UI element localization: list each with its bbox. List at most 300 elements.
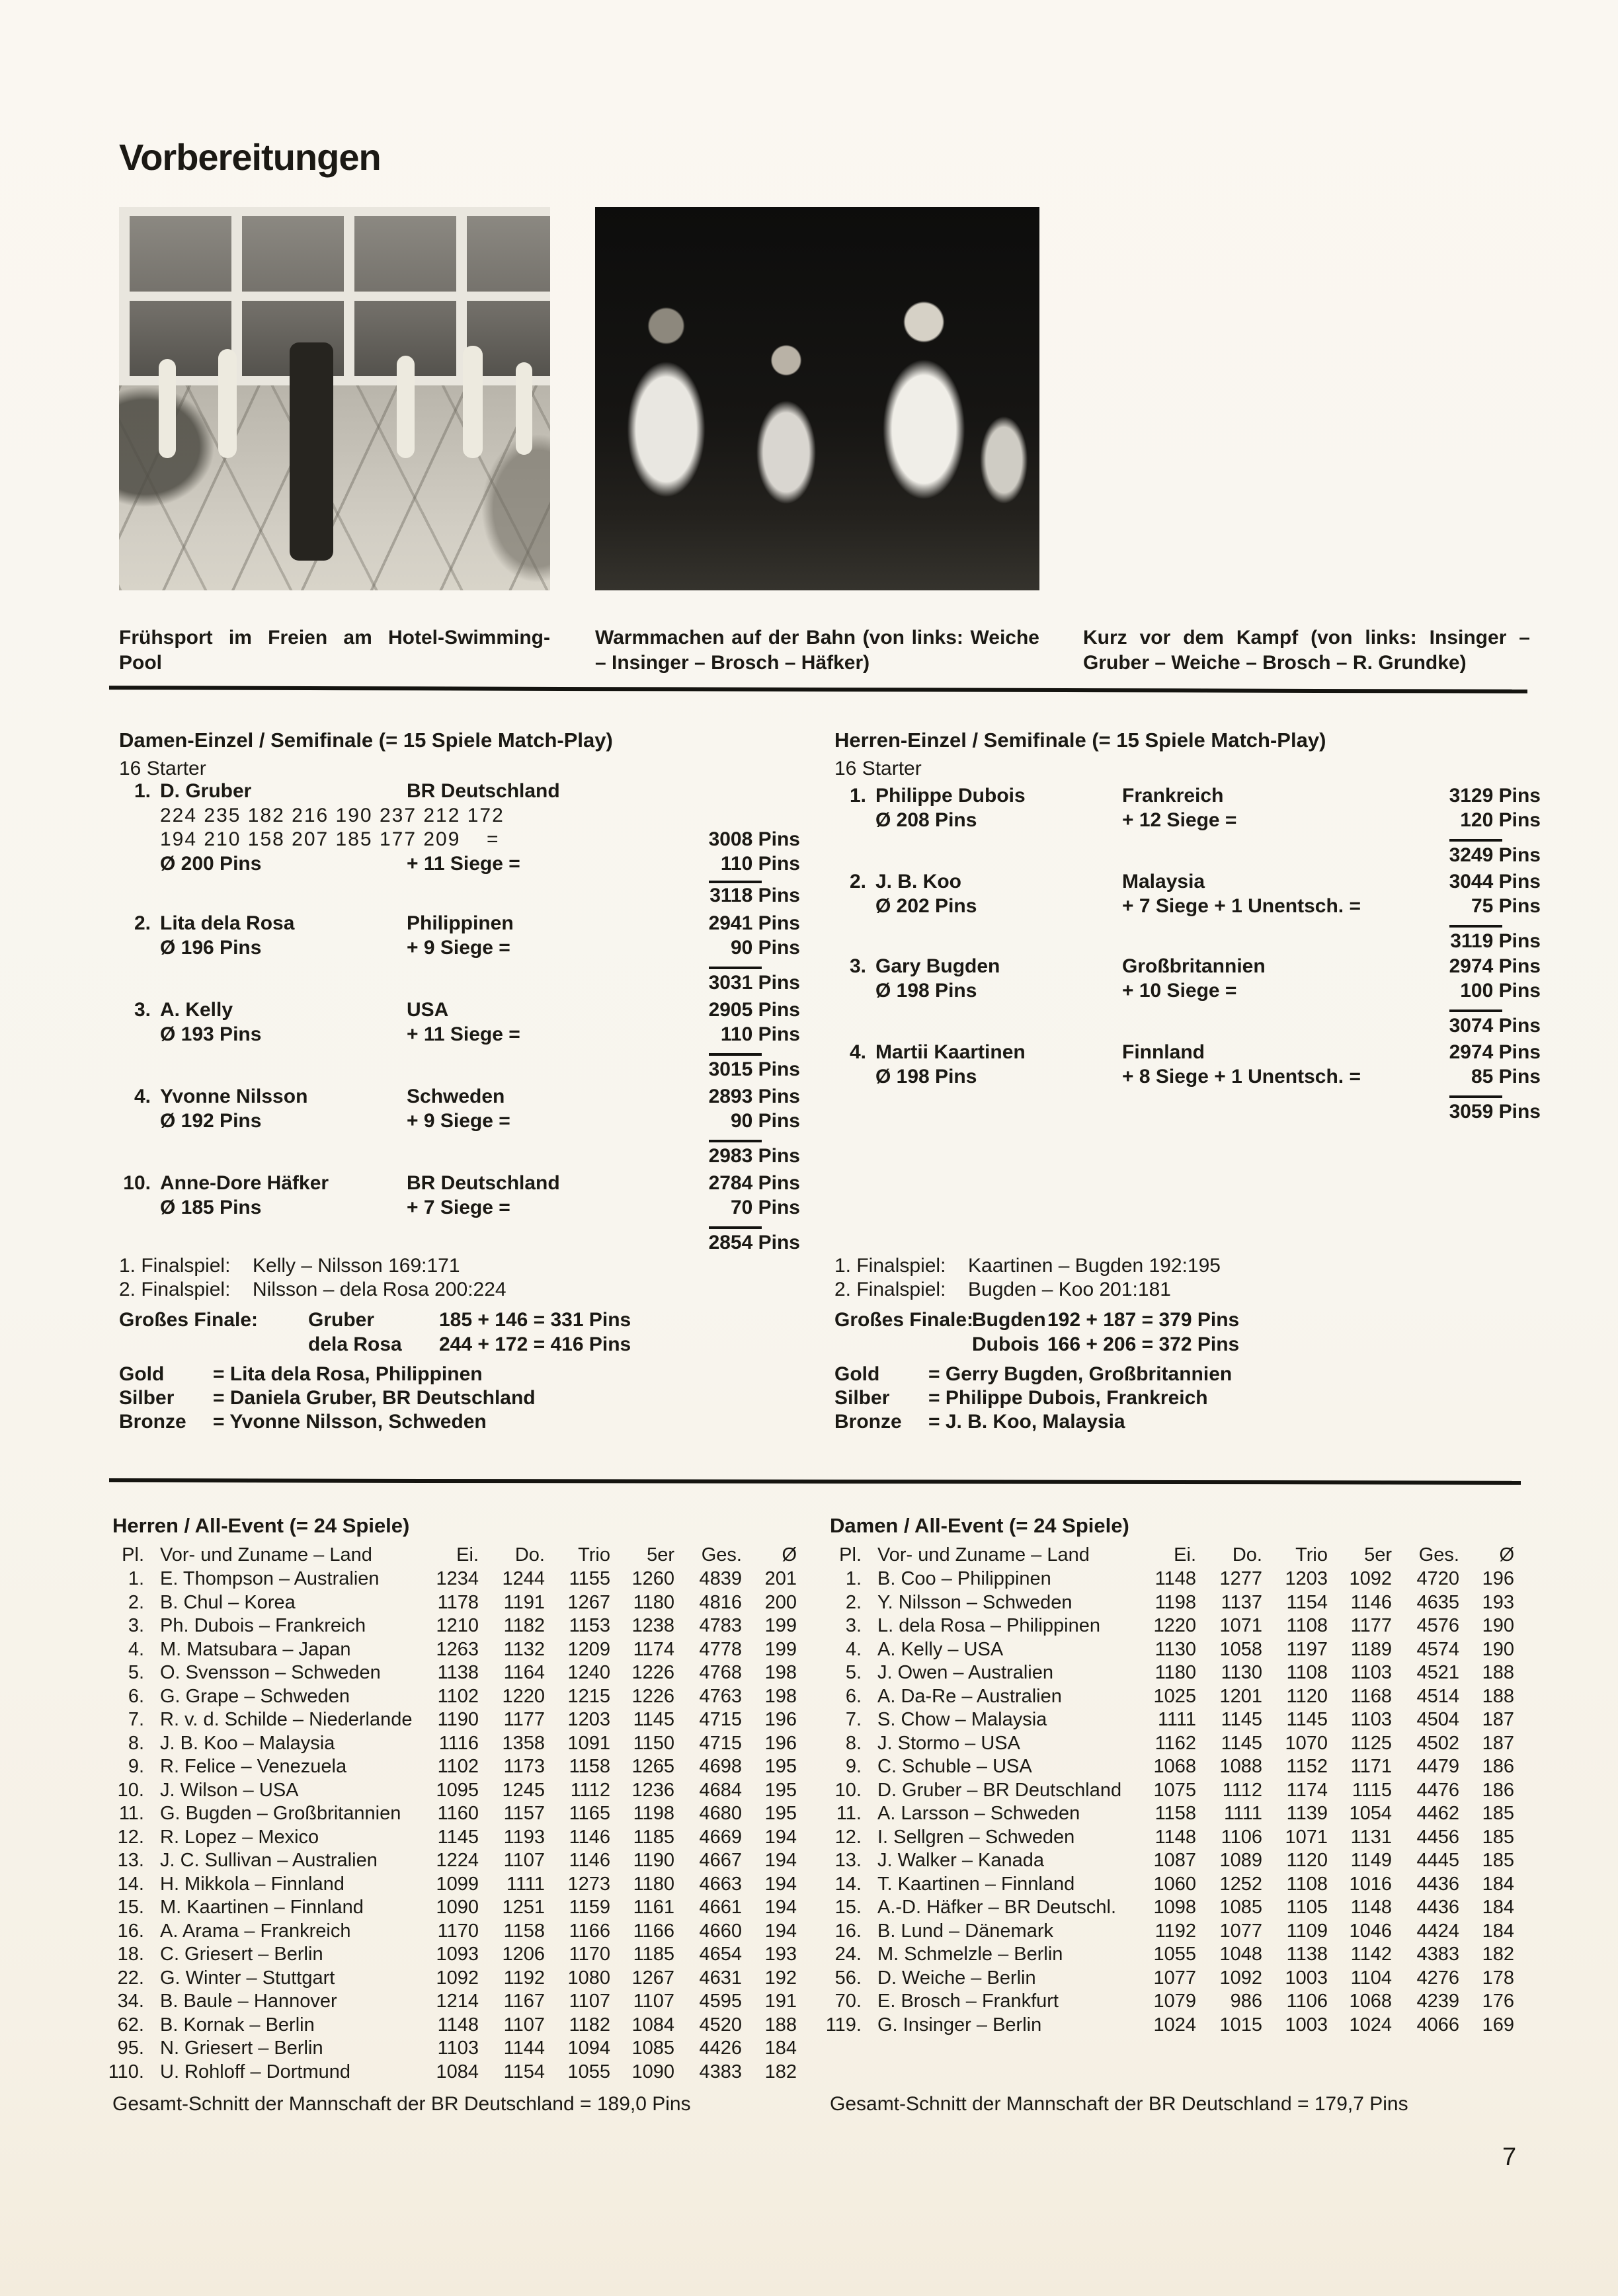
cell-place: 5.	[128, 1662, 144, 1683]
cell-trio: 1203	[1285, 1568, 1328, 1589]
cell-trio: 1120	[1286, 1850, 1328, 1871]
col-header-double: Do.	[1232, 1544, 1262, 1565]
cell-average: 187	[1482, 1732, 1514, 1754]
total-pins: 2983 Pins	[708, 1145, 800, 1167]
cell-team: 1198	[633, 1803, 674, 1824]
sum-underline	[709, 1140, 762, 1142]
cell-name-land: S. Chow – Malaysia	[877, 1709, 1047, 1730]
cell-name-land: A. Kelly – USA	[877, 1638, 1004, 1660]
medal-winner: = Lita dela Rosa, Philippinen	[213, 1363, 483, 1385]
cell-total: 4684	[699, 1779, 742, 1801]
photo-before-match	[1083, 207, 1530, 590]
cell-single: 1148	[1154, 1826, 1196, 1848]
cell-name-land: J. C. Sullivan – Australien	[160, 1850, 378, 1871]
game-scores: 224 235 182 216 190 237 212 172	[160, 805, 505, 826]
cell-single: 1090	[436, 1897, 479, 1918]
col-header-total: Ges.	[1418, 1544, 1459, 1565]
cell-average: 184	[1482, 1873, 1514, 1895]
cell-double: 1015	[1219, 2014, 1262, 2036]
cell-name-land: G. Grape – Schweden	[160, 1685, 350, 1707]
col-header-single: Ei.	[1174, 1544, 1196, 1565]
cell-average: 190	[1482, 1615, 1514, 1636]
cell-place: 3.	[845, 1615, 862, 1636]
cell-name-land: M. Kaartinen – Finnland	[160, 1897, 364, 1918]
cell-average: 169	[1482, 2014, 1514, 2036]
cell-name-land: G. Insinger – Berlin	[877, 2014, 1042, 2036]
semifinal-entry	[834, 957, 1541, 1043]
cell-trio: 1106	[1286, 1991, 1328, 2012]
cell-team: 1265	[631, 1756, 674, 1777]
cell-single: 1068	[1153, 1756, 1196, 1777]
cell-total: 4680	[699, 1803, 742, 1824]
cell-total: 4635	[1416, 1591, 1459, 1613]
athlete-name: Yvonne Nilsson	[160, 1086, 308, 1107]
cell-single: 1190	[437, 1709, 479, 1730]
cell-trio: 1091	[567, 1732, 610, 1754]
table-row	[112, 2016, 800, 2039]
rank: 3.	[134, 999, 151, 1021]
cell-name-land: D. Gruber – BR Deutschland	[877, 1779, 1122, 1801]
table-title: Damen / All-Event (= 24 Spiele)	[830, 1514, 1129, 1537]
cell-place: 7.	[845, 1709, 862, 1730]
cell-average: 196	[764, 1709, 797, 1730]
cell-single: 1102	[437, 1756, 479, 1777]
cell-double: 1182	[503, 1615, 545, 1636]
cell-single: 1138	[437, 1662, 479, 1683]
cell-average: 196	[764, 1732, 797, 1754]
cell-total: 4715	[699, 1709, 742, 1730]
cell-double: 1145	[1221, 1732, 1262, 1754]
cell-place: 9.	[128, 1756, 144, 1777]
cell-trio: 1138	[1286, 1944, 1328, 1965]
section-divider	[109, 686, 1527, 693]
photo-warmup-on-lane	[595, 207, 1039, 590]
table-row	[830, 1945, 1517, 1969]
bonus-pins: 85 Pins	[1471, 1066, 1541, 1088]
cell-double: 1107	[503, 1850, 545, 1871]
final-label: 1. Finalspiel:	[834, 1255, 946, 1277]
country: Philippinen	[407, 912, 514, 934]
country: Finnland	[1122, 1041, 1205, 1063]
cell-team: 1180	[633, 1873, 674, 1895]
cell-team: 1150	[633, 1732, 674, 1754]
cell-place: 14.	[117, 1873, 144, 1895]
cell-single: 1055	[1153, 1944, 1196, 1965]
sum-underline	[709, 967, 762, 969]
average-pins: Ø 193 Pins	[160, 1023, 262, 1045]
cell-total: 4436	[1416, 1897, 1459, 1918]
table-row	[112, 1616, 800, 1640]
cell-double: 1145	[1221, 1709, 1262, 1730]
cell-double: 1154	[503, 2061, 545, 2082]
col-header-single: Ei.	[456, 1544, 479, 1565]
cell-single: 1079	[1153, 1991, 1196, 2012]
cell-trio: 1112	[570, 1779, 610, 1801]
average-pins: Ø 202 Pins	[875, 895, 977, 917]
pins-value: 3129 Pins	[1449, 785, 1541, 807]
table-row	[112, 1593, 800, 1617]
cell-trio: 1070	[1285, 1732, 1328, 1754]
cell-place: 5.	[845, 1662, 862, 1683]
photo-caption: Warmmachen auf der Bahn (von links: Weiche – Insinger – Brosch – Häfker)	[595, 627, 1039, 674]
cell-total: 4445	[1416, 1850, 1459, 1871]
wins-formula: + 9 Siege =	[407, 937, 510, 959]
table-row	[830, 1757, 1517, 1781]
cell-average: 188	[764, 2014, 797, 2036]
photo-morning-exercise	[119, 207, 550, 590]
total-pins: 2854 Pins	[708, 1232, 800, 1253]
cell-name-land: R. v. d. Schilde – Niederlande	[160, 1709, 413, 1730]
cell-place: 119.	[825, 2014, 862, 2036]
cell-trio: 1166	[569, 1920, 610, 1942]
rank: 4.	[849, 1041, 866, 1063]
cell-double: 1111	[1223, 1803, 1262, 1824]
cell-single: 1084	[436, 2061, 479, 2082]
cell-place: 2.	[128, 1591, 144, 1613]
cell-double: 1193	[503, 1826, 545, 1848]
wins-formula: + 8 Siege + 1 Unentsch. =	[1122, 1066, 1361, 1088]
average-pins: Ø 196 Pins	[160, 937, 262, 959]
cell-total: 4576	[1416, 1615, 1459, 1636]
cell-team: 1054	[1349, 1803, 1392, 1824]
final-result: Kaartinen – Bugden 192:195	[968, 1255, 1221, 1277]
cell-trio: 1240	[567, 1662, 610, 1683]
cell-name-land: B. Kornak – Berlin	[160, 2014, 315, 2036]
cell-name-land: J. Owen – Australien	[877, 1662, 1053, 1683]
instructor-figure-graphic	[290, 342, 333, 561]
cell-single: 1214	[436, 1991, 479, 2012]
cell-team: 1115	[1352, 1779, 1392, 1801]
table-row	[830, 1781, 1517, 1805]
cell-name-land: I. Sellgren – Schweden	[877, 1826, 1075, 1848]
cell-total: 4514	[1416, 1685, 1459, 1707]
cell-total: 4720	[1416, 1568, 1459, 1589]
cell-double: 1058	[1219, 1638, 1262, 1660]
table-row	[112, 1851, 800, 1875]
cell-trio: 1071	[1285, 1826, 1328, 1848]
cell-average: 188	[1482, 1662, 1514, 1683]
cell-average: 195	[764, 1779, 797, 1801]
cell-single: 1095	[436, 1779, 479, 1801]
finalist-name: Bugden	[972, 1309, 1046, 1331]
sum-underline	[1449, 925, 1502, 928]
cell-place: 4.	[128, 1638, 144, 1660]
cell-trio: 1109	[1286, 1920, 1328, 1942]
cell-single: 1180	[1154, 1662, 1196, 1683]
cell-double: 1112	[1222, 1779, 1262, 1801]
cell-team: 1024	[1349, 2014, 1392, 2036]
cell-single: 1234	[436, 1568, 479, 1589]
cell-team: 1226	[631, 1685, 674, 1707]
finalist-name: Dubois	[972, 1333, 1039, 1355]
cell-place: 16.	[117, 1920, 144, 1942]
table-row	[112, 1969, 800, 1993]
cell-average: 199	[764, 1638, 797, 1660]
cell-average: 194	[764, 1826, 797, 1848]
cell-team: 1084	[631, 2014, 674, 2036]
page-title: Vorbereitungen	[119, 136, 381, 178]
cell-average: 190	[1482, 1638, 1514, 1660]
semifinal-entry	[119, 1173, 800, 1259]
cell-double: 1077	[1219, 1920, 1262, 1942]
col-header-total: Ges.	[701, 1544, 742, 1565]
cell-place: 110.	[108, 2061, 144, 2082]
cell-trio: 1158	[569, 1756, 610, 1777]
cell-double: 1245	[502, 1779, 545, 1801]
country: USA	[407, 999, 449, 1021]
total-pins: 3031 Pins	[708, 972, 800, 994]
cell-trio: 1003	[1285, 1967, 1328, 1989]
table-row	[112, 1875, 800, 1899]
cell-trio: 1055	[567, 2061, 610, 2082]
rank: 1.	[134, 780, 151, 802]
bonus-pins: 110 Pins	[720, 1023, 800, 1045]
cell-name-land: G. Winter – Stuttgart	[160, 1967, 335, 1989]
cell-double: 1167	[503, 1991, 545, 2012]
cell-name-land: T. Kaartinen – Finnland	[877, 1873, 1075, 1895]
cell-total: 4383	[1416, 1944, 1459, 1965]
pins-value: 3008 Pins	[708, 828, 800, 850]
table-row	[830, 1710, 1517, 1734]
pins-value: 2893 Pins	[708, 1086, 800, 1107]
sum-underline	[1449, 1095, 1502, 1098]
cell-team: 1236	[631, 1779, 674, 1801]
photo-caption: Frühsport im Freien am Hotel-Swimming-Pool	[119, 627, 550, 674]
cell-team: 1090	[631, 2061, 674, 2082]
cell-trio: 1152	[1286, 1756, 1328, 1777]
section-divider	[109, 1478, 1521, 1485]
wins-formula: + 9 Siege =	[407, 1110, 510, 1132]
average-pins: Ø 192 Pins	[160, 1110, 262, 1132]
cell-total: 4669	[699, 1826, 742, 1848]
table-row	[830, 1687, 1517, 1711]
cell-total: 4839	[699, 1568, 742, 1589]
cell-double: 1173	[503, 1756, 545, 1777]
cell-trio: 1154	[1286, 1591, 1328, 1613]
cell-place: 6.	[128, 1685, 144, 1707]
table-row	[112, 1663, 800, 1687]
cell-average: 194	[764, 1873, 797, 1895]
total-pins: 3015 Pins	[708, 1058, 800, 1080]
cell-single: 1102	[437, 1685, 479, 1707]
cell-single: 1148	[437, 2014, 479, 2036]
total-pins: 3118 Pins	[709, 885, 800, 906]
cell-trio: 1215	[567, 1685, 610, 1707]
cell-name-land: A.-D. Häfker – BR Deutschl.	[877, 1897, 1116, 1918]
final-label: 2. Finalspiel:	[834, 1279, 946, 1300]
cell-place: 6.	[845, 1685, 862, 1707]
cell-double: 1137	[1221, 1591, 1262, 1613]
cell-place: 8.	[128, 1732, 144, 1754]
cell-single: 1130	[1154, 1638, 1196, 1660]
cell-single: 1170	[437, 1920, 479, 1942]
cell-total: 4239	[1416, 1991, 1459, 2012]
col-header-team: 5er	[647, 1544, 674, 1565]
cell-double: 1132	[503, 1638, 545, 1660]
cell-single: 1099	[436, 1873, 479, 1895]
cell-team: 1068	[1349, 1991, 1392, 2012]
col-header-place: Pl.	[839, 1544, 862, 1565]
average-pins: Ø 185 Pins	[160, 1197, 262, 1218]
bonus-pins: 100 Pins	[1460, 980, 1541, 1002]
page-number: 7	[1502, 2143, 1517, 2171]
cell-place: 24.	[834, 1944, 862, 1965]
total-pins: 3059 Pins	[1449, 1101, 1541, 1123]
starters-count: 16 Starter	[119, 758, 206, 779]
table-row	[112, 1687, 800, 1711]
col-header-double: Do.	[514, 1544, 545, 1565]
cell-single: 1158	[1154, 1803, 1196, 1824]
cell-average: 198	[764, 1685, 797, 1707]
cell-total: 4667	[699, 1850, 742, 1871]
wins-formula: + 12 Siege =	[1122, 809, 1237, 831]
rank: 4.	[134, 1086, 151, 1107]
section-title: Herren-Einzel / Semifinale (= 15 Spiele Match-Play)	[834, 729, 1326, 752]
final-label: 1. Finalspiel:	[119, 1255, 231, 1277]
cell-single: 1024	[1153, 2014, 1196, 2036]
bonus-pins: 75 Pins	[1471, 895, 1541, 917]
semifinal-entry	[119, 914, 800, 1000]
wins-formula: + 11 Siege =	[407, 1023, 520, 1045]
pins-value: 2905 Pins	[708, 999, 800, 1021]
figure-graphic	[159, 359, 176, 458]
cell-team: 1149	[1350, 1850, 1392, 1871]
cell-place: 2.	[845, 1591, 862, 1613]
medal-label: Gold	[834, 1363, 880, 1385]
finalist-name: dela Rosa	[308, 1333, 402, 1355]
cell-total: 4479	[1416, 1756, 1459, 1777]
building-facade-graphic	[119, 207, 550, 385]
semifinal-entry	[119, 1000, 800, 1086]
cell-place: 11.	[118, 1803, 144, 1824]
cell-name-land: C. Schuble – USA	[877, 1756, 1032, 1777]
cell-double: 1192	[503, 1967, 545, 1989]
medal-winner: = Philippe Dubois, Frankreich	[928, 1387, 1208, 1409]
cell-double: 1111	[506, 1873, 545, 1895]
cell-single: 1111	[1157, 1709, 1196, 1730]
cell-single: 1160	[437, 1803, 479, 1824]
cell-name-land: L. dela Rosa – Philippinen	[877, 1615, 1100, 1636]
cell-single: 1162	[1154, 1732, 1196, 1754]
table-row	[830, 1640, 1517, 1664]
cell-double: 1048	[1219, 1944, 1262, 1965]
cell-team: 1190	[633, 1850, 674, 1871]
cell-total: 4631	[699, 1967, 742, 1989]
cell-double: 1130	[1221, 1662, 1262, 1683]
wins-formula: + 7 Siege =	[407, 1197, 510, 1218]
cell-double: 1157	[503, 1803, 545, 1824]
average-pins: Ø 198 Pins	[875, 980, 977, 1002]
cell-double: 1089	[1219, 1850, 1262, 1871]
cell-single: 1077	[1153, 1967, 1196, 1989]
col-header-trio: Trio	[1295, 1544, 1328, 1565]
cell-place: 13.	[834, 1850, 862, 1871]
cell-name-land: J. Stormo – USA	[877, 1732, 1020, 1754]
table-row	[112, 1781, 800, 1805]
cell-team: 1103	[1350, 1662, 1392, 1683]
athlete-name: Anne-Dore Häfker	[160, 1172, 329, 1194]
table-row	[112, 2039, 800, 2063]
cell-average: 188	[1482, 1685, 1514, 1707]
cell-team: 1177	[1350, 1615, 1392, 1636]
bonus-pins: 70 Pins	[730, 1197, 800, 1218]
bonus-pins: 90 Pins	[730, 937, 800, 959]
table-rows	[108, 1568, 800, 2086]
cell-single: 1075	[1153, 1779, 1196, 1801]
table-row	[830, 1616, 1517, 1640]
table-header	[830, 1546, 1517, 1569]
cell-team: 1016	[1349, 1873, 1392, 1895]
table-row	[825, 2014, 1517, 2039]
cell-name-land: M. Schmelzle – Berlin	[877, 1944, 1063, 1965]
cell-team: 1085	[631, 2038, 674, 2059]
cell-team: 1131	[1350, 1826, 1392, 1848]
cell-total: 4383	[699, 2061, 742, 2082]
cell-trio: 1197	[1286, 1638, 1328, 1660]
pool-deck-graphic	[119, 385, 550, 590]
semifinal-entry	[119, 1087, 800, 1173]
col-header-average: Ø	[782, 1544, 797, 1565]
cell-average: 200	[764, 1591, 797, 1613]
athlete-name: A. Kelly	[160, 999, 233, 1021]
cell-total: 4660	[699, 1920, 742, 1942]
cell-trio: 1108	[1286, 1873, 1328, 1895]
cell-team: 1226	[631, 1662, 674, 1683]
cell-name-land: R. Lopez – Mexico	[160, 1826, 319, 1848]
cell-team: 1166	[633, 1920, 674, 1942]
cell-trio: 1182	[569, 2014, 610, 2036]
cell-single: 1025	[1153, 1685, 1196, 1707]
finalist-score: 244 + 172 = 416 Pins	[439, 1333, 631, 1355]
cell-place: 1.	[128, 1568, 144, 1589]
cell-average: 194	[764, 1920, 797, 1942]
cell-total: 4276	[1416, 1967, 1459, 1989]
table-row	[112, 1569, 800, 1593]
figure-graphic	[463, 346, 483, 458]
cell-total: 4715	[699, 1732, 742, 1754]
grand-final-label: Großes Finale:	[119, 1309, 259, 1331]
cell-name-land: C. Griesert – Berlin	[160, 1944, 323, 1965]
cell-team: 1092	[1349, 1568, 1392, 1589]
cell-place: 9.	[845, 1756, 862, 1777]
cell-double: 1177	[503, 1709, 545, 1730]
cell-team: 1238	[631, 1615, 674, 1636]
bonus-pins: 120 Pins	[1460, 809, 1541, 831]
final-result: Bugden – Koo 201:181	[968, 1279, 1171, 1300]
semifinal-entry	[834, 872, 1541, 958]
cell-single: 1178	[437, 1591, 479, 1613]
figure-graphic	[516, 362, 532, 455]
cell-name-land: J. Walker – Kanada	[877, 1850, 1044, 1871]
cell-team: 1103	[1350, 1709, 1392, 1730]
figure-graphic	[218, 349, 237, 458]
cell-trio: 1108	[1286, 1615, 1328, 1636]
cell-name-land: U. Rohloff – Dortmund	[160, 2061, 350, 2082]
cell-single: 1224	[436, 1850, 479, 1871]
medal-label: Silber	[119, 1387, 175, 1409]
col-header-team: 5er	[1364, 1544, 1392, 1565]
cell-team: 1267	[631, 1967, 674, 1989]
cell-total: 4654	[699, 1944, 742, 1965]
cell-trio: 1108	[1286, 1662, 1328, 1683]
finalist-score: 185 + 146 = 331 Pins	[439, 1309, 631, 1331]
cell-place: 8.	[845, 1732, 862, 1754]
wins-formula: + 7 Siege + 1 Unentsch. =	[1122, 895, 1361, 917]
cell-double: 1088	[1219, 1756, 1262, 1777]
cell-name-land: A. Arama – Frankreich	[160, 1920, 351, 1942]
cell-total: 4502	[1416, 1732, 1459, 1754]
country: Großbritannien	[1122, 955, 1266, 977]
